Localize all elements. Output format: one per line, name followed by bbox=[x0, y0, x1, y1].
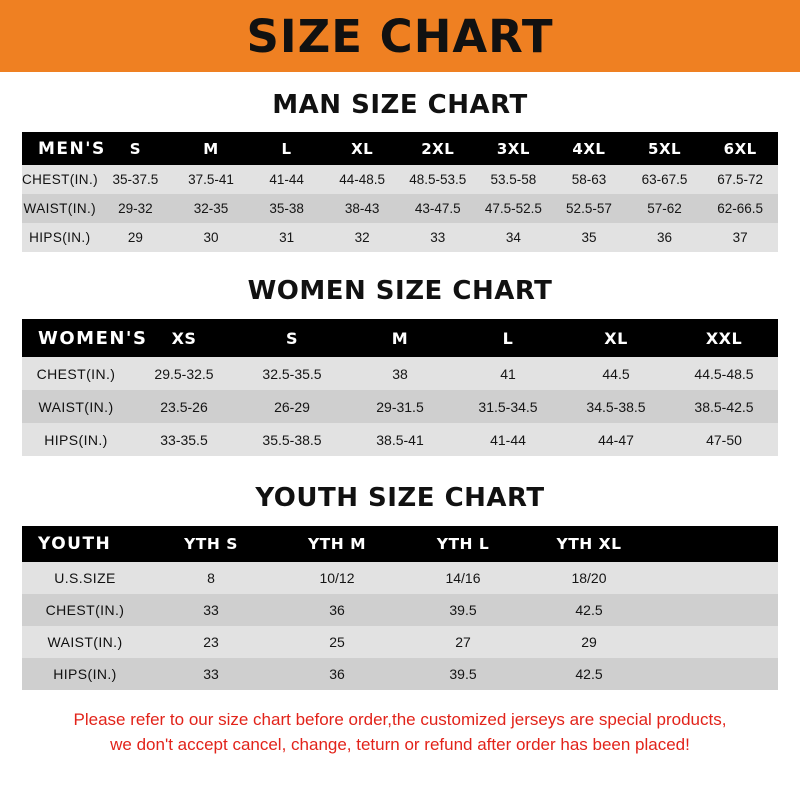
cell: 53.5-58 bbox=[490, 172, 537, 187]
cell: 32 bbox=[354, 230, 370, 245]
cell: 27 bbox=[455, 634, 471, 650]
row-label: U.S.SIZE bbox=[54, 570, 116, 586]
column-header: 6XL bbox=[723, 139, 757, 158]
cell: 33 bbox=[203, 602, 219, 618]
column-header: XL bbox=[604, 328, 628, 348]
table-header-row bbox=[22, 526, 778, 562]
cell: 38-43 bbox=[344, 201, 380, 216]
cell: 32.5-35.5 bbox=[262, 365, 322, 382]
column-header: 2XL bbox=[421, 139, 455, 158]
cell: 29.5-32.5 bbox=[154, 365, 214, 382]
page-title: SIZE CHART bbox=[246, 9, 554, 63]
column-header: M bbox=[391, 328, 409, 348]
man-section-title: MAN SIZE CHART bbox=[272, 90, 528, 120]
cell: 39.5 bbox=[449, 666, 477, 682]
cell: 34 bbox=[505, 230, 521, 245]
youth-size-table bbox=[22, 526, 778, 690]
disclaimer-line-1: Please refer to our size chart before order,the customized jerseys are special products, bbox=[73, 710, 727, 729]
cell: 29 bbox=[127, 230, 143, 245]
row-label: HIPS(IN.) bbox=[53, 666, 117, 682]
table-row bbox=[22, 165, 778, 194]
table-header-row bbox=[22, 132, 778, 165]
column-header: L bbox=[502, 328, 514, 348]
cell: 14/16 bbox=[445, 570, 481, 586]
table-row bbox=[22, 423, 778, 456]
disclaimer-line-2: we don't accept cancel, change, teturn or refund after order has been placed! bbox=[110, 734, 690, 754]
column-header: 5XL bbox=[648, 139, 682, 158]
column-header: 3XL bbox=[496, 139, 530, 158]
table-row bbox=[22, 626, 778, 658]
cell: 36 bbox=[329, 666, 345, 682]
cell: 41 bbox=[500, 365, 516, 382]
column-header: M bbox=[203, 139, 219, 158]
column-header: WOMEN'S bbox=[38, 327, 148, 349]
table-row bbox=[22, 594, 778, 626]
cell: 29-31.5 bbox=[376, 398, 424, 415]
cell: 33 bbox=[430, 230, 446, 245]
women-section-title: WOMEN SIZE CHART bbox=[247, 276, 553, 306]
cell-spacer bbox=[652, 658, 778, 690]
cell: 31 bbox=[279, 230, 295, 245]
cell: 29 bbox=[581, 634, 597, 650]
cell: 43-47.5 bbox=[414, 201, 461, 216]
row-label: WAIST(IN.) bbox=[23, 201, 97, 216]
cell: 29-32 bbox=[118, 201, 153, 216]
cell: 36 bbox=[657, 230, 673, 245]
cell: 36 bbox=[329, 602, 345, 618]
cell: 44-48.5 bbox=[339, 172, 386, 187]
cell: 48.5-53.5 bbox=[409, 172, 467, 187]
cell: 35 bbox=[581, 230, 597, 245]
cell: 44.5-48.5 bbox=[694, 365, 754, 382]
column-header: XS bbox=[171, 328, 197, 348]
column-header: L bbox=[281, 139, 292, 158]
cell: 35-38 bbox=[269, 201, 304, 216]
cell: 62-66.5 bbox=[717, 201, 764, 216]
table-row bbox=[22, 223, 778, 252]
column-header: YTH M bbox=[307, 535, 367, 553]
content-area bbox=[0, 90, 800, 757]
cell: 8 bbox=[207, 570, 215, 586]
cell: 41-44 bbox=[490, 431, 526, 448]
cell: 23.5-26 bbox=[160, 398, 208, 415]
cell: 67.5-72 bbox=[717, 172, 764, 187]
cell-spacer bbox=[652, 594, 778, 626]
women-size-table bbox=[22, 319, 778, 456]
cell: 41-44 bbox=[269, 172, 304, 187]
column-header: YTH S bbox=[184, 535, 238, 553]
column-header-spacer bbox=[652, 526, 778, 562]
cell: 38.5-42.5 bbox=[694, 398, 754, 415]
cell: 37 bbox=[732, 230, 748, 245]
column-header: MEN'S bbox=[38, 138, 106, 159]
cell: 37.5-41 bbox=[188, 172, 234, 187]
column-header: XXL bbox=[705, 328, 743, 348]
column-header: XL bbox=[351, 139, 374, 158]
row-label: HIPS(IN.) bbox=[29, 230, 91, 245]
cell-spacer bbox=[652, 562, 778, 594]
cell: 23 bbox=[203, 634, 219, 650]
header-banner bbox=[0, 0, 800, 72]
row-label: CHEST(IN.) bbox=[45, 602, 125, 618]
cell: 33-35.5 bbox=[160, 431, 208, 448]
table-row bbox=[22, 194, 778, 223]
cell: 18/20 bbox=[571, 570, 607, 586]
cell: 58-63 bbox=[571, 172, 607, 187]
column-header: 4XL bbox=[572, 139, 606, 158]
cell: 32-35 bbox=[193, 201, 229, 216]
table-header-row bbox=[22, 319, 778, 357]
cell-spacer bbox=[652, 626, 778, 658]
cell: 44-47 bbox=[598, 431, 634, 448]
row-label: WAIST(IN.) bbox=[47, 634, 123, 650]
row-label: HIPS(IN.) bbox=[44, 431, 108, 448]
cell: 30 bbox=[203, 230, 219, 245]
column-header: S bbox=[129, 139, 142, 158]
column-header: YOUTH bbox=[38, 534, 112, 554]
column-header: S bbox=[285, 328, 299, 348]
table-row bbox=[22, 390, 778, 423]
cell: 47.5-52.5 bbox=[484, 201, 542, 216]
cell: 31.5-34.5 bbox=[478, 398, 538, 415]
cell: 35-37.5 bbox=[112, 172, 159, 187]
row-label: WAIST(IN.) bbox=[38, 398, 114, 415]
cell: 44.5 bbox=[602, 365, 630, 382]
disclaimer-note bbox=[22, 708, 778, 757]
cell: 42.5 bbox=[575, 602, 603, 618]
column-header: YTH L bbox=[436, 535, 490, 553]
cell: 38 bbox=[392, 365, 408, 382]
column-header: YTH XL bbox=[556, 535, 622, 553]
table-row bbox=[22, 357, 778, 390]
row-label: CHEST(IN.) bbox=[36, 365, 116, 382]
cell: 63-67.5 bbox=[641, 172, 688, 187]
cell: 38.5-41 bbox=[376, 431, 424, 448]
cell: 25 bbox=[329, 634, 345, 650]
man-size-table bbox=[22, 132, 778, 252]
cell: 47-50 bbox=[706, 431, 742, 448]
cell: 26-29 bbox=[274, 398, 310, 415]
cell: 39.5 bbox=[449, 602, 477, 618]
row-label: CHEST(IN.) bbox=[22, 172, 98, 187]
cell: 42.5 bbox=[575, 666, 603, 682]
cell: 33 bbox=[203, 666, 219, 682]
cell: 35.5-38.5 bbox=[262, 431, 322, 448]
cell: 34.5-38.5 bbox=[586, 398, 646, 415]
table-row bbox=[22, 658, 778, 690]
cell: 52.5-57 bbox=[566, 201, 612, 216]
cell: 10/12 bbox=[319, 570, 355, 586]
youth-section-title: YOUTH SIZE CHART bbox=[255, 483, 545, 513]
table-row bbox=[22, 562, 778, 594]
cell: 57-62 bbox=[647, 201, 682, 216]
